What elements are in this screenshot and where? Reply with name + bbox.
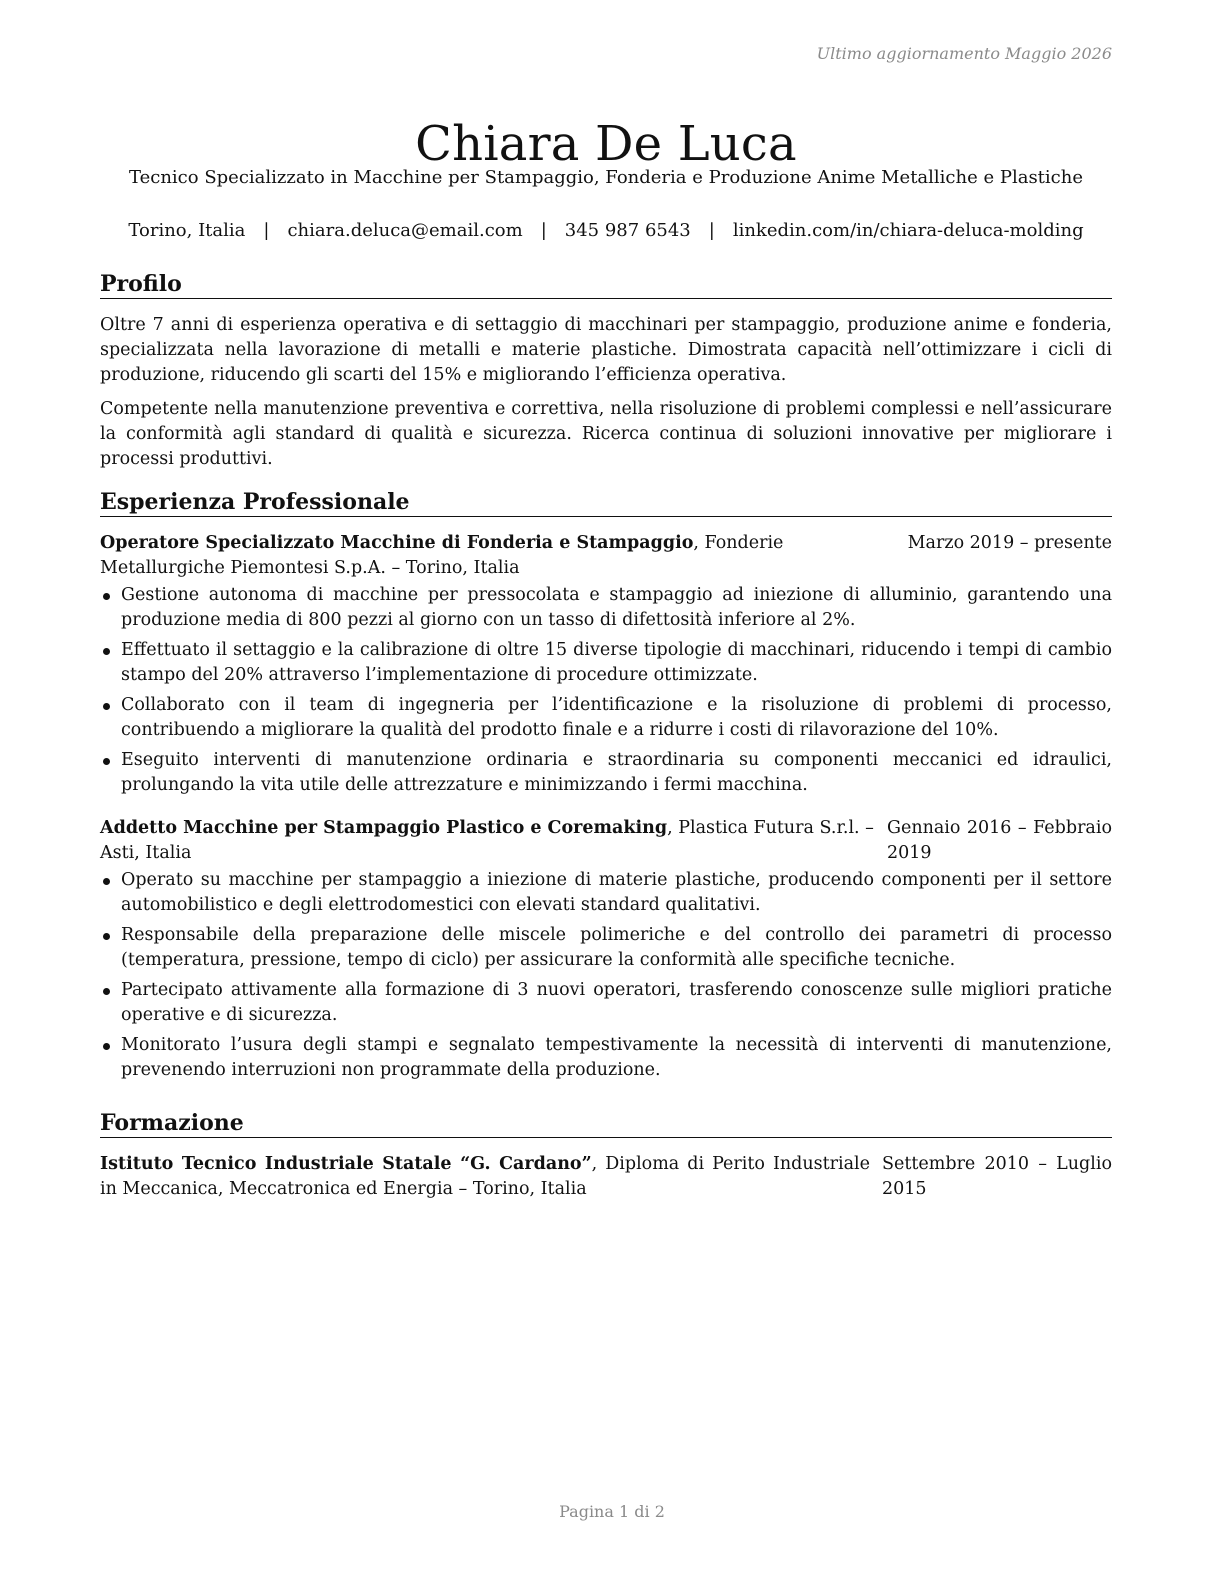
job-company: , Plastica Futura S.r.l. – Asti, Italia — [100, 818, 874, 863]
job-entry — [100, 531, 1112, 798]
profile-section — [100, 271, 1112, 472]
headline: Tecnico Specializzato in Macchine per Stampaggio, Fonderia e Produzione Anime Metalliche e Plastiche — [128, 167, 1084, 188]
bullet-icon — [103, 593, 110, 600]
section-title-education: Formazione — [100, 1110, 1112, 1138]
bullet-icon — [103, 988, 110, 995]
education-degree: , Diploma di Perito Industriale in Meccanica, Meccatronica ed Energia – Torino, Italia — [100, 1154, 870, 1199]
bullet-text: Operato su macchine per stampaggio a iniezione di materie plastiche, producendo componenti per il settore automobilistico e degli elettrodomestici con elevati standard qualitativi. — [121, 870, 1112, 915]
bullet-text: Eseguito interventi di manutenzione ordinaria e straordinaria su componenti meccanici ed idraulici, prolungando la vita utile delle attrezzature e minimizzando i fermi macchina. — [121, 750, 1112, 795]
job-entry — [100, 816, 1112, 1083]
contact-email[interactable]: chiara.deluca@email.com — [287, 220, 523, 241]
job-dates — [887, 816, 1112, 866]
job-role: Addetto Macchine per Stampaggio Plastico e Coremaking — [100, 818, 668, 838]
contact-location: Torino, Italia — [128, 220, 246, 241]
bullet-text: Partecipato attivamente alla formazione di 3 nuovi operatori, trasferendo conoscenze sulle migliori pratiche operative e di sicurezza. — [121, 980, 1112, 1025]
bullet-icon — [103, 1043, 110, 1050]
page-number: Pagina 1 di 2 — [559, 1502, 665, 1521]
job-dates: Marzo 2019 – presente — [907, 533, 1112, 553]
education-dates — [882, 1152, 1112, 1202]
job-header — [100, 816, 1112, 866]
profile-paragraph: Competente nella manutenzione preventiva e correttiva, nella risoluzione di problemi complessi e nell’assicurare la conformità agli standard di qualità e sicurezza. Ricerca continua di soluzioni innovative per migliorare i processi produttivi. — [100, 399, 1112, 469]
bullet-icon — [103, 933, 110, 940]
experience-section — [100, 489, 1112, 1088]
bullet-text: Effettuato il settaggio e la calibrazione di oltre 15 diverse tipologie di macchinari, riducendo i tempi di cambio stampo del 20% attraverso l’implementazione di procedure ottimizzate. — [121, 640, 1112, 685]
bullet-text: Gestione autonoma di macchine per pressocolata e stampaggio ad iniezione di alluminio, garantendo una produzione media di 800 pezzi al giorno con un tasso di difettosità inferiore al 2%. — [121, 585, 1112, 630]
job-role: Operatore Specializzato Macchine di Fonderia e Stampaggio — [100, 533, 694, 553]
list-item — [100, 868, 1112, 918]
bullet-icon — [103, 703, 110, 710]
contact-separator: | — [540, 220, 547, 241]
section-title-profile: Profilo — [100, 271, 1112, 299]
job-company: , Fonderie Metallurgiche Piemontesi S.p.A. – Torino, Italia — [100, 533, 784, 578]
bullet-icon — [103, 648, 110, 655]
last-updated: Ultimo aggiornamento Maggio 2026 — [816, 44, 1112, 63]
list-item — [100, 923, 1112, 973]
job-bullets — [100, 868, 1112, 1083]
contact-separator: | — [263, 220, 270, 241]
education-section — [100, 1110, 1112, 1202]
candidate-name: Chiara De Luca — [415, 116, 797, 173]
bullet-text: Responsabile della preparazione delle miscele polimeriche e del controllo dei parametri di processo (temperatura, pressione, tempo di ciclo) per assicurare la conformità alle specifiche tecniche. — [121, 925, 1112, 970]
list-item — [100, 1033, 1112, 1083]
education-school: Istituto Tecnico Industriale Statale “G. Cardano” — [100, 1154, 592, 1174]
education-dates-start: Settembre 2010 – Luglio — [882, 1154, 1112, 1174]
bullet-text: Monitorato l’usura degli stampi e segnalato tempestivamente la necessità di interventi di manutenzione, prevenendo interruzioni non programmate della produzione. — [121, 1035, 1112, 1080]
contact-phone: 345 987 6543 — [564, 220, 691, 241]
bullet-icon — [103, 878, 110, 885]
job-header — [100, 531, 1112, 581]
list-item — [100, 693, 1112, 743]
contact-linkedin[interactable]: linkedin.com/in/chiara-deluca-molding — [732, 220, 1084, 241]
bullet-text: Collaborato con il team di ingegneria per l’identificazione e la risoluzione di problemi di processo, contribuendo a migliorare la qualità del prodotto finale e a ridurre i costi di rilavorazione del 10%. — [121, 695, 1112, 740]
job-dates-start: Gennaio 2016 – Febbraio — [887, 818, 1112, 838]
bullet-icon — [103, 758, 110, 765]
list-item — [100, 583, 1112, 633]
list-item — [100, 978, 1112, 1028]
profile-paragraph: Oltre 7 anni di esperienza operativa e di settaggio di macchinari per stampaggio, produzione anime e fonderia, specializzata nella lavorazione di metalli e materie plastiche. Dimostrata capacità nell’ottimizzare i cicli di produzione, riducendo gli scarti del 15% e migliorando l’efficienza operativa. — [100, 315, 1112, 385]
contact-line — [100, 219, 1112, 243]
list-item — [100, 748, 1112, 798]
contact-separator: | — [708, 220, 715, 241]
section-title-experience: Esperienza Professionale — [100, 489, 1112, 517]
job-bullets — [100, 583, 1112, 798]
list-item — [100, 638, 1112, 688]
education-header — [100, 1152, 1112, 1202]
education-dates-end: 2015 — [882, 1179, 927, 1199]
job-dates-end: 2019 — [887, 843, 932, 863]
education-entry — [100, 1152, 1112, 1202]
